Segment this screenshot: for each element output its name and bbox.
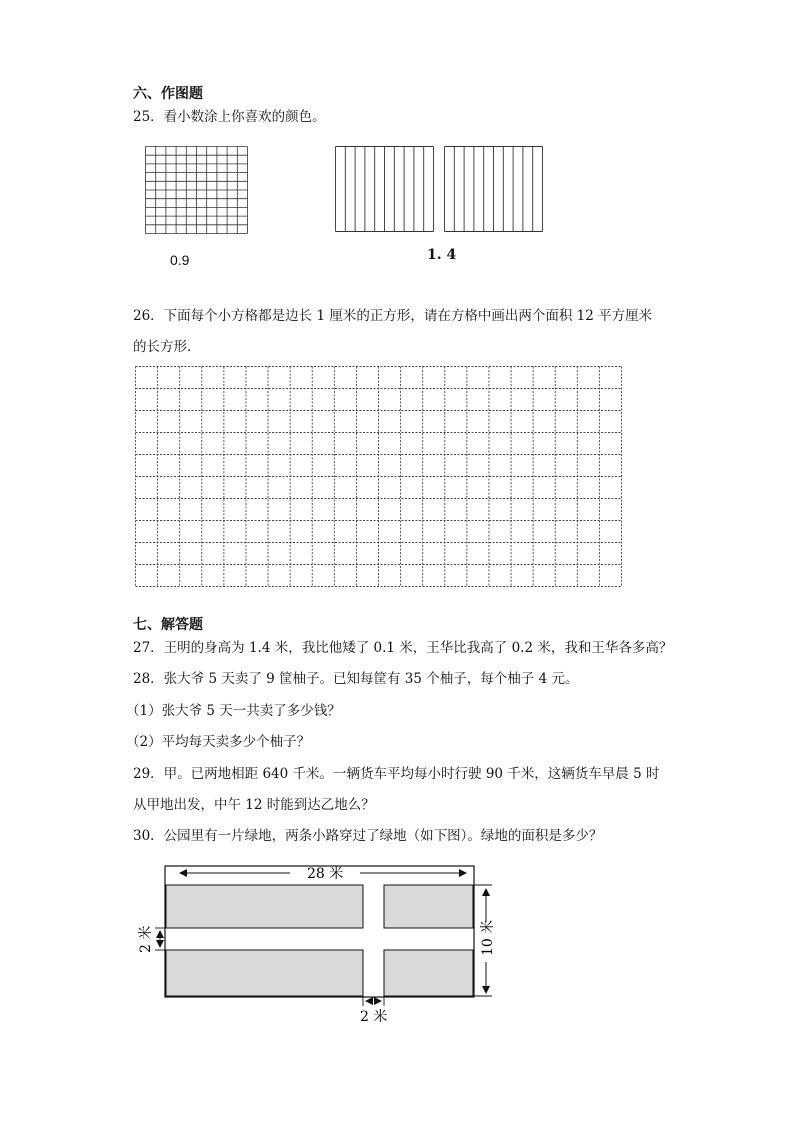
lawn-bottom-right [384, 950, 473, 996]
lawn-bottom-left [166, 950, 363, 996]
question-25: 25．看小数涂上你喜欢的颜色。 [133, 109, 326, 125]
lawn-top-right [384, 885, 473, 928]
question-27: 27．王明的身高为 1.4 米，我比他矮了 0.1 米，王华比我高了 0.2 米，我和王华各多高？ [133, 640, 673, 656]
road-v-label: 2 米 [360, 1009, 388, 1025]
label-0-9: 0.9 [170, 252, 190, 268]
width-label: 28 米 [307, 866, 344, 882]
road-h-label: 2 米 [138, 925, 154, 953]
question-29-line2: 从甲地出发，中午 12 时能到达乙地么？ [133, 797, 375, 813]
question-28: 28．张大爷 5 天卖了 9 筐柚子。已知每筐有 35 个柚子，每个柚子 4 元。 [133, 671, 579, 687]
lawn-top-left [166, 885, 363, 928]
question-30: 30．公园里有一片绿地，两条小路穿过了绿地（如下图）。绿地的面积是多少？ [133, 828, 603, 844]
question-26-line1: 26．下面每个小方格都是边长 1 厘米的正方形，请在方格中画出两个面积 12 平方厘米 [133, 308, 653, 324]
question-28-part2: （2）平均每天卖多少个柚子？ [126, 734, 311, 750]
question-26-line2: 的长方形． [133, 339, 201, 355]
height-label: 10 米 [480, 919, 496, 956]
question-28-part1: （1）张大爷 5 天一共卖了多少钱？ [126, 703, 341, 719]
section-6-title: 六、作图题 [133, 86, 203, 102]
section-7-title: 七、解答题 [133, 617, 203, 633]
question-29-line1: 29．甲。已两地相距 640 千米。一辆货车平均每小时行驶 90 千米，这辆货车早晨 5 时 [133, 766, 660, 782]
label-1-4: 1. 4 [427, 247, 457, 263]
